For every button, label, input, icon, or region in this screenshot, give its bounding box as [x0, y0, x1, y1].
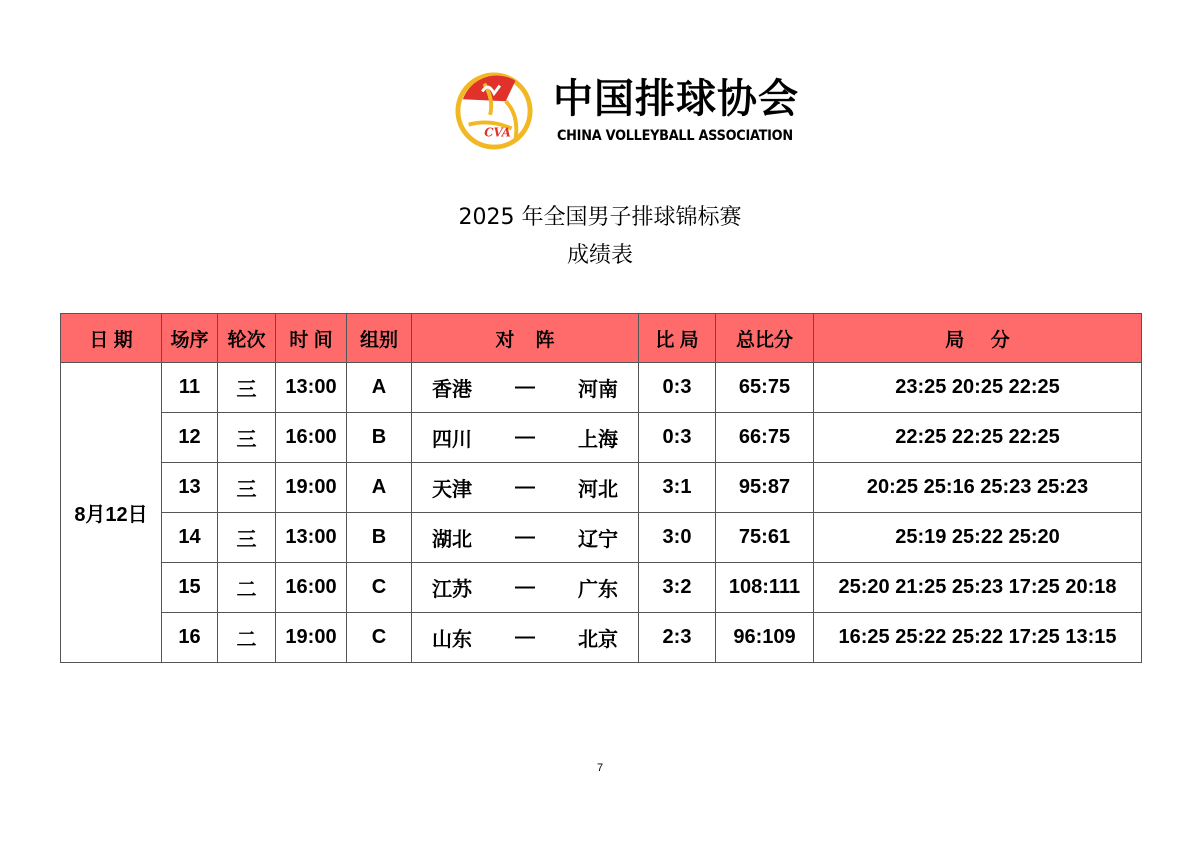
- date-cell: 8月12日: [61, 363, 162, 663]
- matchup-cell: [412, 413, 639, 463]
- time-cell: 16:00: [276, 563, 347, 613]
- away-team: 上海: [578, 429, 618, 451]
- page-number: 7: [596, 762, 604, 774]
- vs-separator: —: [515, 576, 535, 598]
- time-cell: 19:00: [276, 463, 347, 513]
- table-row: [61, 563, 1142, 613]
- group-cell: C: [347, 563, 412, 613]
- vs-separator: —: [515, 526, 535, 548]
- time-cell: 19:00: [276, 613, 347, 663]
- away-team: 北京: [578, 629, 618, 651]
- vs-separator: —: [515, 426, 535, 448]
- set-scores-cell: 16:25 25:22 25:22 17:25 13:15: [814, 613, 1142, 663]
- set-scores-cell: 20:25 25:16 25:23 25:23: [814, 463, 1142, 513]
- match-no-cell: 16: [162, 613, 218, 663]
- header-round: 轮次: [218, 314, 276, 363]
- header-group: 组别: [347, 314, 412, 363]
- home-team: 山东: [432, 629, 472, 651]
- matchup-cell: [412, 563, 639, 613]
- set-scores-cell: 25:19 25:22 25:20: [814, 513, 1142, 563]
- vs-separator: —: [515, 476, 535, 498]
- round-cell: 二: [218, 613, 276, 663]
- match-no-cell: 12: [162, 413, 218, 463]
- association-name-en: CHINA VOLLEYBALL ASSOCIATION: [557, 128, 793, 144]
- group-cell: B: [347, 513, 412, 563]
- table-row: [61, 613, 1142, 663]
- match-no-cell: 15: [162, 563, 218, 613]
- matchup-cell: [412, 363, 639, 413]
- sets-cell: 0:3: [639, 363, 716, 413]
- total-points-cell: 65:75: [716, 363, 814, 413]
- volleyball-emblem-icon: [455, 72, 533, 150]
- total-points-cell: 75:61: [716, 513, 814, 563]
- matchup-cell: [412, 513, 639, 563]
- away-team: 河北: [578, 479, 618, 501]
- round-cell: 三: [218, 363, 276, 413]
- set-scores-cell: 25:20 21:25 25:23 17:25 20:18: [814, 563, 1142, 613]
- match-no-cell: 14: [162, 513, 218, 563]
- document-subtitle: 成绩表: [566, 243, 633, 268]
- header-total-points: 总比分: [716, 314, 814, 363]
- match-no-cell: 11: [162, 363, 218, 413]
- away-team: 河南: [578, 379, 618, 401]
- group-cell: B: [347, 413, 412, 463]
- header-match-no: 场序: [162, 314, 218, 363]
- header-time: 时 间: [276, 314, 347, 363]
- table-row: [61, 463, 1142, 513]
- document-title: 2025 年全国男子排球锦标赛: [458, 205, 742, 230]
- home-team: 湖北: [432, 529, 472, 551]
- table-row: [61, 413, 1142, 463]
- home-team: 天津: [432, 479, 472, 501]
- home-team: 江苏: [432, 579, 472, 601]
- time-cell: 13:00: [276, 513, 347, 563]
- group-cell: A: [347, 363, 412, 413]
- total-points-cell: 95:87: [716, 463, 814, 513]
- sets-cell: 2:3: [639, 613, 716, 663]
- emblem-text: CVA: [484, 125, 511, 140]
- total-points-cell: 66:75: [716, 413, 814, 463]
- cva-logo: [455, 70, 799, 152]
- time-cell: 16:00: [276, 413, 347, 463]
- sets-cell: 3:1: [639, 463, 716, 513]
- table-header-row: [61, 314, 1142, 363]
- total-points-cell: 96:109: [716, 613, 814, 663]
- results-body: [61, 363, 1142, 663]
- away-team: 辽宁: [578, 529, 618, 551]
- home-team: 四川: [432, 429, 472, 451]
- sets-cell: 3:2: [639, 563, 716, 613]
- vs-separator: —: [515, 376, 535, 398]
- round-cell: 三: [218, 463, 276, 513]
- match-no-cell: 13: [162, 463, 218, 513]
- results-table: [60, 313, 1142, 663]
- group-cell: C: [347, 613, 412, 663]
- round-cell: 二: [218, 563, 276, 613]
- group-cell: A: [347, 463, 412, 513]
- table-row: [61, 363, 1142, 413]
- sets-cell: 3:0: [639, 513, 716, 563]
- header-matchup: 对 阵: [412, 314, 639, 363]
- round-cell: 三: [218, 413, 276, 463]
- header-set-scores: 局 分: [814, 314, 1142, 363]
- matchup-cell: [412, 463, 639, 513]
- total-points-cell: 108:111: [716, 563, 814, 613]
- association-name-cn: 中国排球协会: [553, 75, 799, 122]
- set-scores-cell: 22:25 22:25 22:25: [814, 413, 1142, 463]
- round-cell: 三: [218, 513, 276, 563]
- matchup-cell: [412, 613, 639, 663]
- header-sets: 比 局: [639, 314, 716, 363]
- table-row: [61, 513, 1142, 563]
- set-scores-cell: 23:25 20:25 22:25: [814, 363, 1142, 413]
- header-date: 日 期: [61, 314, 162, 363]
- vs-separator: —: [515, 626, 535, 648]
- sets-cell: 0:3: [639, 413, 716, 463]
- away-team: 广东: [578, 579, 618, 601]
- time-cell: 13:00: [276, 363, 347, 413]
- home-team: 香港: [432, 379, 472, 401]
